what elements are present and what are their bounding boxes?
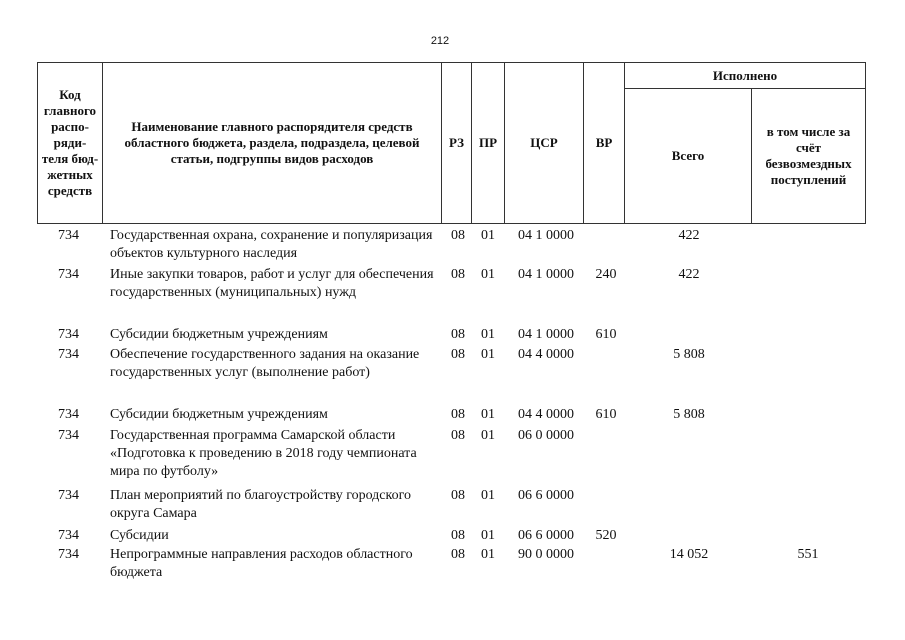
rz-cell: 08	[451, 347, 465, 362]
name-cell: План мероприятий по благоустройству городского округа Самара	[110, 488, 411, 521]
pr-cell: 01	[481, 428, 495, 443]
csr-cell: 06 6 0000	[518, 528, 574, 543]
code-cell: 734	[58, 547, 79, 562]
vr-cell: 610	[595, 407, 617, 422]
name-cell: Субсидии	[110, 528, 169, 543]
name-cell: Иные закупки товаров, работ и услуг для обеспечения государственных (муниципальных) нужд	[110, 267, 434, 300]
name-cell: Непрограммные направления расходов областного бюджета	[110, 547, 413, 580]
pr-cell: 01	[481, 327, 495, 342]
name-cell: Государственная охрана, сохранение и популяризация объектов культурного наследия	[110, 228, 433, 261]
code-cell: 734	[58, 327, 79, 342]
rz-cell: 08	[451, 327, 465, 342]
header-gratis: в том числе за счёт безвозмездных поступлений	[751, 88, 866, 224]
csr-cell: 04 1 0000	[518, 327, 574, 342]
total-cell: 14 052	[669, 547, 709, 562]
code-cell: 734	[58, 428, 79, 443]
total-cell: 5 808	[673, 347, 705, 362]
rz-cell: 08	[451, 528, 465, 543]
page-number: 212	[430, 35, 450, 47]
header-pr: ПР	[471, 62, 505, 224]
header-rz: РЗ	[441, 62, 472, 224]
code-cell: 734	[58, 347, 79, 362]
code-cell: 734	[58, 528, 79, 543]
code-cell: 734	[58, 488, 79, 503]
header-total: Всего	[624, 88, 752, 224]
pr-cell: 01	[481, 547, 495, 562]
rz-cell: 08	[451, 428, 465, 443]
code-cell: 734	[58, 228, 79, 243]
total-cell: 422	[678, 267, 700, 282]
header-executed: Исполнено	[624, 62, 866, 89]
vr-cell: 240	[595, 267, 617, 282]
csr-cell: 06 0 0000	[518, 428, 574, 443]
pr-cell: 01	[481, 407, 495, 422]
pr-cell: 01	[481, 488, 495, 503]
csr-cell: 06 6 0000	[518, 488, 574, 503]
rz-cell: 08	[451, 488, 465, 503]
header-vr: ВР	[583, 62, 625, 224]
vr-cell: 610	[595, 327, 617, 342]
rz-cell: 08	[451, 228, 465, 243]
csr-cell: 04 4 0000	[518, 407, 574, 422]
csr-cell: 04 1 0000	[518, 228, 574, 243]
pr-cell: 01	[481, 267, 495, 282]
pr-cell: 01	[481, 228, 495, 243]
name-cell: Обеспечение государственного задания на оказание государственных услуг (выполнение работ)	[110, 347, 420, 380]
pr-cell: 01	[481, 528, 495, 543]
name-cell: Субсидии бюджетным учреждениям	[110, 327, 328, 342]
header-csr: ЦСР	[504, 62, 584, 224]
csr-cell: 04 4 0000	[518, 347, 574, 362]
total-cell: 5 808	[673, 407, 705, 422]
name-cell: Субсидии бюджетным учреждениям	[110, 407, 328, 422]
name-cell: Государственная программа Самарской области «Подготовка к проведению в 2018 году чемпионата мира по футболу»	[110, 428, 417, 479]
vr-cell: 520	[595, 528, 617, 543]
rz-cell: 08	[451, 267, 465, 282]
csr-cell: 90 0 0000	[518, 547, 574, 562]
header-code: Код главного распо-ряди-теля бюд-жетных средств	[37, 62, 103, 224]
csr-cell: 04 1 0000	[518, 267, 574, 282]
header-name: Наименование главного распорядителя средств областного бюджета, раздела, подраздела, целевой статьи, подгруппы видов расходов	[102, 62, 442, 224]
pr-cell: 01	[481, 347, 495, 362]
gratis-cell: 551	[797, 547, 819, 562]
total-cell: 422	[678, 228, 700, 243]
rz-cell: 08	[451, 547, 465, 562]
rz-cell: 08	[451, 407, 465, 422]
code-cell: 734	[58, 407, 79, 422]
code-cell: 734	[58, 267, 79, 282]
